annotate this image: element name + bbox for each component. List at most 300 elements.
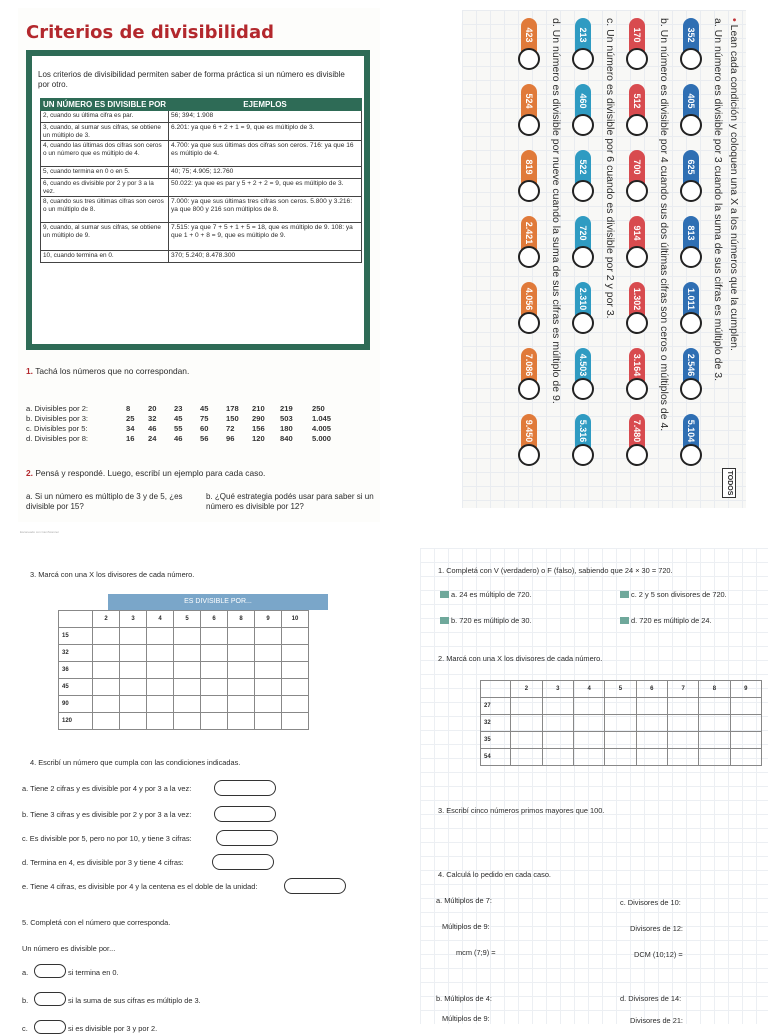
number-chip[interactable] [628, 414, 646, 476]
row-header: 54 [481, 749, 511, 766]
column-header: 3 [120, 611, 147, 628]
number-option[interactable]: 45 [200, 404, 209, 413]
answer-cell[interactable] [228, 679, 255, 696]
criterion-cell: 9, cuando, al sumar sus cifras, se obtiene un múltiplo de 9. [41, 223, 169, 251]
table-row [59, 645, 309, 662]
answer-cell[interactable] [730, 732, 761, 749]
criterion-cell: 10, cuando termina en 0. [41, 251, 169, 263]
condition-label: d. Termina en 4, es divisible por 3 y tiene 4 cifras: [22, 858, 184, 867]
answer-cell[interactable] [282, 662, 309, 679]
answer-cell[interactable] [636, 698, 667, 715]
number-option[interactable]: 56 [200, 434, 209, 443]
divisors-table [58, 610, 309, 730]
column-header: 5 [174, 611, 201, 628]
criterion-cell: 4, cuando las últimas dos cifras son ceros o un número que es múltiplo de 4. [41, 141, 169, 167]
number-chip[interactable] [574, 414, 592, 476]
answer-field[interactable] [216, 830, 278, 846]
number-chip[interactable] [628, 18, 646, 80]
answer-cell[interactable] [228, 662, 255, 679]
chip-number: 2.310 [575, 282, 591, 316]
criterion-cell: 6, cuando es divisible por 2 y por 3 a la vez. [41, 179, 169, 197]
answer-cell[interactable] [120, 662, 147, 679]
table-header-row [59, 611, 309, 628]
column-header: 7 [667, 681, 698, 698]
number-option[interactable]: 156 [252, 424, 265, 433]
answer-cell[interactable] [730, 749, 761, 766]
number-option[interactable]: 5.000 [312, 434, 332, 443]
number-chip[interactable] [520, 84, 538, 146]
answer-cell[interactable] [667, 732, 698, 749]
row-header: 36 [59, 662, 93, 679]
table-row [59, 696, 309, 713]
answer-cell[interactable] [542, 698, 573, 715]
answer-cell[interactable] [573, 698, 604, 715]
todos-label: TODOS [722, 468, 736, 498]
column-header: 9 [730, 681, 761, 698]
row-header: 120 [59, 713, 93, 730]
answer-cell[interactable] [201, 696, 228, 713]
label-a2: Múltiplos de 9: [442, 922, 490, 931]
item-letter: b. [22, 996, 29, 1005]
rotated-content [462, 10, 746, 510]
checkbox-circle[interactable] [626, 444, 648, 466]
answer-cell[interactable] [228, 696, 255, 713]
answer-cell[interactable] [174, 696, 201, 713]
checkbox-circle[interactable] [680, 48, 702, 70]
chip-number: 213 [575, 18, 591, 52]
row-header: 32 [481, 715, 511, 732]
number-option[interactable]: 34 [126, 424, 135, 433]
number-chip[interactable] [574, 216, 592, 278]
item-letter: c. [22, 1024, 28, 1033]
row-label: b. Divisibles por 3: [26, 414, 89, 423]
column-header: 5 [605, 681, 636, 698]
worksheet-divisores [18, 548, 380, 1033]
question-4: 4. Escribí un número que cumpla con las condiciones indicadas. [30, 758, 241, 767]
row-header: 27 [481, 698, 511, 715]
answer-field[interactable] [34, 992, 66, 1006]
answer-cell[interactable] [147, 628, 174, 645]
answer-cell[interactable] [636, 732, 667, 749]
number-option[interactable]: 250 [312, 404, 325, 413]
answer-field[interactable] [214, 780, 276, 796]
question-2: 2. Pensá y respondé. Luego, escribí un ejemplo para cada caso. [26, 468, 266, 478]
number-option[interactable]: 4.005 [312, 424, 332, 433]
answer-cell[interactable] [282, 679, 309, 696]
row-label: c. Divisibles por 5: [26, 424, 88, 433]
chip-number: 720 [575, 216, 591, 250]
answer-cell[interactable] [120, 628, 147, 645]
answer-cell[interactable] [573, 749, 604, 766]
chip-number: 423 [521, 18, 537, 52]
intro-text: Los criterios de divisibilidad permiten saber de forma práctica si un número es divisible por otro. [38, 70, 345, 89]
number-chip[interactable] [628, 84, 646, 146]
divisors-table-2 [480, 680, 762, 766]
chip-number: 512 [629, 84, 645, 118]
answer-cell[interactable] [147, 713, 174, 730]
column-header: 8 [228, 611, 255, 628]
column-header: 6 [201, 611, 228, 628]
checkbox-circle[interactable] [626, 378, 648, 400]
instruction: • Lean cada condición y coloquen una X a los números que la cumplen. [728, 18, 740, 351]
number-option[interactable]: 25 [126, 414, 135, 423]
number-option[interactable]: 46 [148, 424, 157, 433]
answer-cell[interactable] [282, 645, 309, 662]
answer-cell[interactable] [636, 715, 667, 732]
example-cell: 56; 394; 1.908 [169, 111, 362, 123]
checkbox-circle[interactable] [680, 114, 702, 136]
label-c2: Divisores de 12: [630, 924, 683, 933]
answer-cell[interactable] [699, 732, 730, 749]
number-option[interactable]: 290 [252, 414, 265, 423]
answer-cell[interactable] [667, 749, 698, 766]
chip-number: 700 [629, 150, 645, 184]
worksheet-divisibility-chips [462, 10, 746, 508]
number-option[interactable]: 23 [174, 404, 183, 413]
example-cell: 7.515: ya que 7 + 5 + 1 + 5 = 18, que es múltiplo de 9. 108: ya que 1 + 0 + 8 = 9, que es múltiplo de 9. [169, 223, 362, 251]
fill-text: si la suma de sus cifras es múltiplo de 3. [68, 996, 201, 1005]
number-chip[interactable] [520, 348, 538, 410]
number-option[interactable]: 178 [226, 404, 239, 413]
checkbox-circle[interactable] [572, 444, 594, 466]
number-chip[interactable] [682, 18, 700, 80]
question-4: 4. Calculá lo pedido en cada caso. [438, 870, 551, 879]
answer-cell[interactable] [542, 732, 573, 749]
divisible-row [26, 434, 376, 444]
checkbox-circle[interactable] [518, 378, 540, 400]
column-header: 8 [699, 681, 730, 698]
chip-number: 3.164 [629, 348, 645, 382]
number-option[interactable]: 32 [148, 414, 157, 423]
checkbox-circle[interactable] [518, 180, 540, 202]
answer-cell[interactable] [228, 645, 255, 662]
chip-row [680, 18, 700, 498]
worksheet-criterios [18, 8, 380, 534]
checkbox-circle[interactable] [626, 246, 648, 268]
number-chip[interactable] [682, 414, 700, 476]
answer-cell[interactable] [93, 645, 120, 662]
answer-cell[interactable] [147, 696, 174, 713]
number-option[interactable]: 1.045 [312, 414, 332, 423]
number-option[interactable]: 503 [280, 414, 293, 423]
answer-cell[interactable] [201, 645, 228, 662]
answer-cell[interactable] [255, 645, 282, 662]
answer-cell[interactable] [573, 715, 604, 732]
number-chip[interactable] [520, 216, 538, 278]
answer-cell[interactable] [605, 732, 636, 749]
condition-text: c. Un número es divisible por 6 cuando es divisible por 2 y por 3. [604, 18, 616, 319]
condition-text: d. Un número es divisible por nueve cuando la suma de sus cifras es múltiplo de 9. [550, 18, 562, 404]
answer-cell[interactable] [174, 628, 201, 645]
answer-cell[interactable] [201, 662, 228, 679]
answer-cell[interactable] [201, 628, 228, 645]
answer-cell[interactable] [174, 679, 201, 696]
answer-cell[interactable] [605, 749, 636, 766]
number-chip[interactable] [628, 216, 646, 278]
answer-cell[interactable] [255, 696, 282, 713]
answer-cell[interactable] [120, 713, 147, 730]
number-option[interactable]: 75 [200, 414, 209, 423]
number-chip[interactable] [574, 348, 592, 410]
table-row [41, 251, 362, 263]
answer-cell[interactable] [573, 732, 604, 749]
number-chip[interactable] [520, 150, 538, 212]
answer-cell[interactable] [667, 715, 698, 732]
answer-cell[interactable] [542, 749, 573, 766]
column-header: 4 [147, 611, 174, 628]
vf-item[interactable]: c. 2 y 5 son divisores de 720. [620, 590, 727, 599]
number-chip[interactable] [520, 18, 538, 80]
answer-cell[interactable] [147, 662, 174, 679]
number-option[interactable]: 210 [252, 404, 265, 413]
answer-field[interactable] [214, 806, 276, 822]
answer-cell[interactable] [636, 749, 667, 766]
chip-number: 1.011 [683, 282, 699, 316]
number-chip[interactable] [628, 150, 646, 212]
condition-label: b. Tiene 3 cifras y es divisible por 2 y por 3 a la vez: [22, 810, 192, 819]
lead-text: Un número es divisible por... [22, 944, 116, 953]
checkbox-circle[interactable] [572, 180, 594, 202]
answer-cell[interactable] [255, 628, 282, 645]
answer-cell[interactable] [699, 749, 730, 766]
divisible-row [26, 414, 376, 424]
column-header: 2 [93, 611, 120, 628]
answer-cell[interactable] [120, 645, 147, 662]
answer-cell[interactable] [174, 645, 201, 662]
column-header: 4 [573, 681, 604, 698]
number-chip[interactable] [520, 282, 538, 344]
question-3: 3. Marcá con una X los divisores de cada número. [30, 570, 195, 579]
chip-number: 170 [629, 18, 645, 52]
number-option[interactable]: 8 [126, 404, 131, 413]
question-5: 5. Completá con el número que corresponda. [22, 918, 171, 927]
checkbox-circle[interactable] [680, 312, 702, 334]
answer-field[interactable] [34, 1020, 66, 1034]
answer-cell[interactable] [120, 679, 147, 696]
chip-row [572, 18, 592, 498]
example-cell: 4.700: ya que sus últimas dos cifras son ceros. 716: ya que 16 es múltiplo de 4. [169, 141, 362, 167]
number-chip[interactable] [574, 282, 592, 344]
answer-cell[interactable] [542, 715, 573, 732]
number-option[interactable]: 24 [148, 434, 157, 443]
criterion-cell: 2, cuando su última cifra es par. [41, 111, 169, 123]
answer-cell[interactable] [511, 698, 542, 715]
number-option[interactable]: 120 [252, 434, 265, 443]
number-option[interactable]: 20 [148, 404, 157, 413]
table-row [481, 715, 762, 732]
answer-cell[interactable] [699, 698, 730, 715]
vf-item[interactable]: d. 720 es múltiplo de 24. [620, 616, 712, 625]
answer-cell[interactable] [174, 662, 201, 679]
checkbox-circle[interactable] [680, 378, 702, 400]
answer-cell[interactable] [93, 713, 120, 730]
label-b2: Múltiplos de 9: [442, 1014, 490, 1023]
fill-text: si termina en 0. [68, 968, 119, 977]
answer-cell[interactable] [93, 696, 120, 713]
answer-cell[interactable] [147, 645, 174, 662]
table-row [41, 111, 362, 123]
criterion-cell: 3, cuando, al sumar sus cifras, se obtiene un múltiplo de 3. [41, 123, 169, 141]
number-chip[interactable] [628, 282, 646, 344]
chip-number: 5.104 [683, 414, 699, 448]
table-row [59, 628, 309, 645]
number-chip[interactable] [682, 216, 700, 278]
chip-number: 7.086 [521, 348, 537, 382]
checkbox-circle[interactable] [518, 312, 540, 334]
column-header: 2 [511, 681, 542, 698]
answer-field[interactable] [212, 854, 274, 870]
table-row [481, 749, 762, 766]
answer-cell[interactable] [730, 715, 761, 732]
checkbox-circle[interactable] [680, 444, 702, 466]
number-chip[interactable] [574, 84, 592, 146]
number-chip[interactable] [574, 18, 592, 80]
number-option[interactable]: 55 [174, 424, 183, 433]
number-option[interactable]: 45 [174, 414, 183, 423]
answer-cell[interactable] [174, 713, 201, 730]
answer-cell[interactable] [511, 732, 542, 749]
number-option[interactable]: 840 [280, 434, 293, 443]
table-header: EJEMPLOS [169, 99, 362, 111]
example-cell: 370; 5.240; 8.478.300 [169, 251, 362, 263]
table-row [41, 197, 362, 223]
number-chip[interactable] [682, 282, 700, 344]
table-header-row [481, 681, 762, 698]
chip-number: 5.316 [575, 414, 591, 448]
checkbox-circle[interactable] [518, 444, 540, 466]
answer-cell[interactable] [282, 713, 309, 730]
checkbox-circle[interactable] [626, 180, 648, 202]
label-a3: mcm (7;9) = [456, 948, 496, 957]
divisible-row [26, 424, 376, 434]
chip-number: 4.056 [521, 282, 537, 316]
number-option[interactable]: 16 [126, 434, 135, 443]
row-header: 45 [59, 679, 93, 696]
question-1: 1. Tachá los números que no correspondan. [26, 366, 190, 376]
number-chip[interactable] [628, 348, 646, 410]
number-chip[interactable] [574, 150, 592, 212]
row-label: a. Divisibles por 2: [26, 404, 89, 413]
number-option[interactable]: 180 [280, 424, 293, 433]
checkbox-circle[interactable] [572, 312, 594, 334]
number-option[interactable]: 219 [280, 404, 293, 413]
chip-number: 2.546 [683, 348, 699, 382]
checkbox-circle[interactable] [518, 114, 540, 136]
condition-label: c. Es divisible por 5, pero no por 10, y tiene 3 cifras: [22, 834, 192, 843]
number-option[interactable]: 150 [226, 414, 239, 423]
number-chip[interactable] [682, 348, 700, 410]
answer-cell[interactable] [228, 713, 255, 730]
answer-cell[interactable] [282, 628, 309, 645]
chip-number: 914 [629, 216, 645, 250]
chip-number: 819 [521, 150, 537, 184]
vf-item[interactable]: a. 24 es múltiplo de 720. [440, 590, 532, 599]
chip-row [518, 18, 538, 498]
number-option[interactable]: 46 [174, 434, 183, 443]
worksheet-mcm-dcm [420, 548, 768, 1024]
answer-cell[interactable] [699, 715, 730, 732]
answer-cell[interactable] [93, 628, 120, 645]
answer-cell[interactable] [730, 698, 761, 715]
chip-number: 524 [521, 84, 537, 118]
label-d2: Divisores de 21: [630, 1016, 683, 1025]
checkbox-circle[interactable] [680, 246, 702, 268]
condition-label: a. Tiene 2 cifras y es divisible por 4 y por 3 a la vez: [22, 784, 192, 793]
row-header: 35 [481, 732, 511, 749]
question-1: 1. Completá con V (verdadero) o F (falso), sabiendo que 24 × 30 = 720. [438, 566, 673, 575]
answer-field[interactable] [284, 878, 346, 894]
checkbox-circle[interactable] [572, 48, 594, 70]
condition-text: b. Un número es divisible por 4 cuando sus dos últimas cifras son ceros o múltiplos de 4. [658, 18, 670, 432]
checkbox-circle[interactable] [626, 48, 648, 70]
answer-cell[interactable] [511, 749, 542, 766]
example-cell: 50.022: ya que es par y 5 + 2 + 2 = 9, que es múltiplo de 3. [169, 179, 362, 197]
answer-field[interactable] [34, 964, 66, 978]
answer-cell[interactable] [255, 679, 282, 696]
checkbox-circle[interactable] [680, 180, 702, 202]
answer-cell[interactable] [667, 698, 698, 715]
criterion-cell: 5, cuando termina en 0 o en 5. [41, 167, 169, 179]
question-2b: b. ¿Qué estrategia podés usar para saber si un número es divisible por 12? [206, 492, 374, 511]
number-chip[interactable] [520, 414, 538, 476]
answer-cell[interactable] [201, 713, 228, 730]
checkbox-circle[interactable] [626, 114, 648, 136]
item-letter: a. [22, 968, 29, 977]
answer-cell[interactable] [201, 679, 228, 696]
column-header: 3 [542, 681, 573, 698]
checkbox-circle[interactable] [626, 312, 648, 334]
fill-text: si es divisible por 3 y por 2. [68, 1024, 158, 1033]
answer-cell[interactable] [605, 715, 636, 732]
checkbox-circle[interactable] [518, 48, 540, 70]
checkbox-circle[interactable] [572, 114, 594, 136]
checkbox-circle[interactable] [572, 378, 594, 400]
chip-number: 405 [683, 84, 699, 118]
number-chip[interactable] [682, 150, 700, 212]
row-header: 90 [59, 696, 93, 713]
answer-cell[interactable] [282, 696, 309, 713]
watermark: Escaneado con CamScanner [20, 530, 60, 534]
answer-cell[interactable] [605, 698, 636, 715]
row-header: 15 [59, 628, 93, 645]
chip-number: 1.302 [629, 282, 645, 316]
answer-cell[interactable] [93, 662, 120, 679]
vf-item[interactable]: b. 720 es múltiplo de 30. [440, 616, 532, 625]
example-cell: 6.201: ya que 6 + 2 + 1 = 9, que es múltiplo de 3. [169, 123, 362, 141]
answer-cell[interactable] [511, 715, 542, 732]
number-chip[interactable] [682, 84, 700, 146]
answer-cell[interactable] [93, 679, 120, 696]
number-option[interactable]: 96 [226, 434, 235, 443]
condition-text: a. Un número es divisible por 3 cuando la suma de sus cifras es múltiplo de 3. [712, 18, 724, 382]
column-header: 6 [636, 681, 667, 698]
checkbox-circle[interactable] [518, 246, 540, 268]
table-row [41, 167, 362, 179]
label-c3: DCM (10;12) = [634, 950, 683, 959]
example-cell: 7.000: ya que sus últimas tres cifras son ceros. 5.800 y 3.216: ya que 800 y 216 son múltiplos de 8. [169, 197, 362, 223]
label-d1: d. Divisores de 14: [620, 994, 682, 1003]
label-b1: b. Múltiplos de 4: [436, 994, 492, 1003]
answer-cell[interactable] [255, 713, 282, 730]
number-option[interactable]: 60 [200, 424, 209, 433]
number-option[interactable]: 72 [226, 424, 235, 433]
answer-cell[interactable] [255, 662, 282, 679]
chip-number: 4.503 [575, 348, 591, 382]
answer-cell[interactable] [147, 679, 174, 696]
checkbox-circle[interactable] [572, 246, 594, 268]
answer-cell[interactable] [228, 628, 255, 645]
answer-cell[interactable] [120, 696, 147, 713]
